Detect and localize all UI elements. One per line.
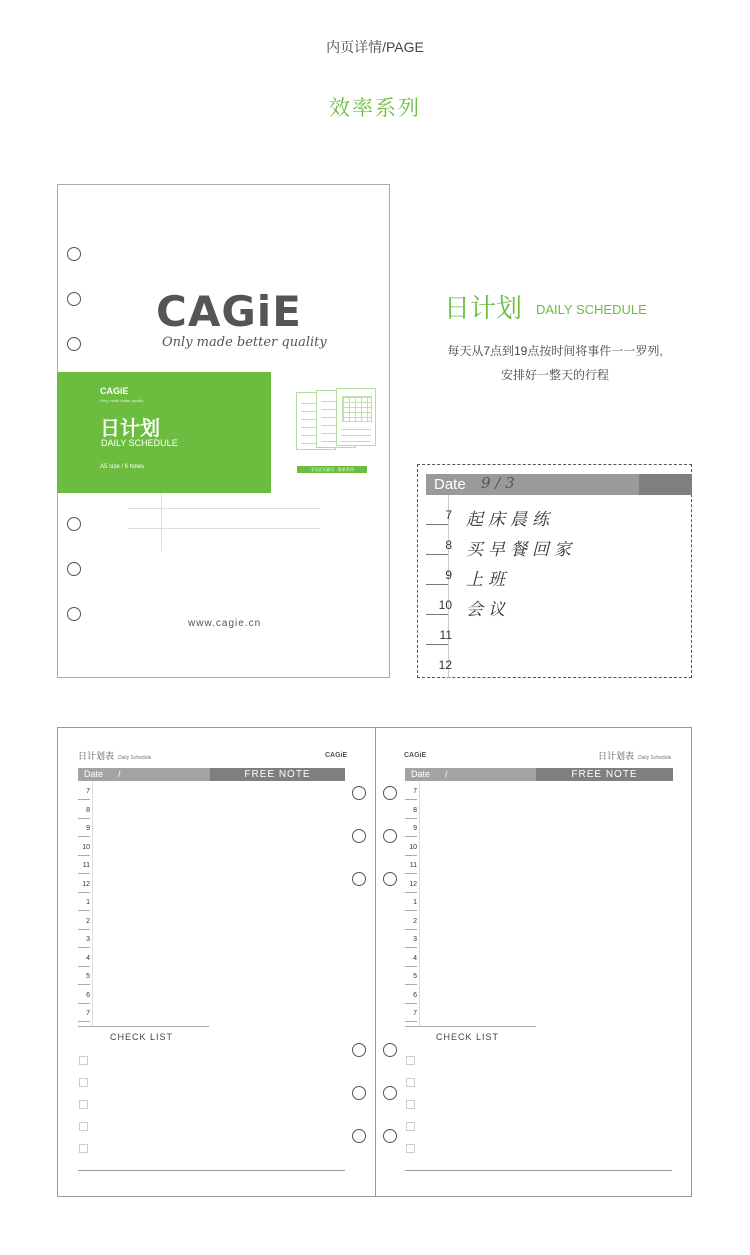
hour-tick xyxy=(78,966,90,967)
hour-label: 2 xyxy=(86,917,90,925)
hour-tick xyxy=(78,1003,90,1004)
checkbox[interactable] xyxy=(406,1122,415,1131)
hour-tick xyxy=(405,873,417,874)
hour-label: 4 xyxy=(86,954,90,962)
hour-tick xyxy=(78,910,90,911)
handwritten-entry: 买早餐回家 xyxy=(466,540,576,560)
cover-card xyxy=(57,184,390,678)
section-title: 效率系列 xyxy=(329,97,421,120)
hour-label: 1 xyxy=(86,899,90,906)
date-bar-end xyxy=(639,474,692,495)
hour-tick xyxy=(78,873,90,874)
hour-label: 11 xyxy=(439,628,452,642)
page-logo: CAGiE xyxy=(404,752,427,759)
hour-label: 10 xyxy=(438,598,452,612)
hour-tick xyxy=(78,984,90,985)
hour-tick xyxy=(78,818,90,819)
hour-label: 7 xyxy=(86,788,90,795)
binder-hole xyxy=(383,1043,397,1057)
hour-tick xyxy=(405,1021,417,1022)
brand-logo: CAGiE xyxy=(156,287,302,336)
band-size: A5 size / 6 holes xyxy=(100,464,145,470)
hour-label: 7 xyxy=(413,1010,417,1017)
hour-label: 8 xyxy=(413,806,417,814)
binder-hole xyxy=(352,872,366,886)
hour-tick xyxy=(405,929,417,930)
hour-label: 9 xyxy=(413,825,417,832)
hour-tick xyxy=(405,984,417,985)
binder-hole xyxy=(383,1129,397,1143)
date-label: Date / xyxy=(84,769,121,779)
right-page xyxy=(376,728,693,1196)
band-slogan: Only made better quality xyxy=(100,398,144,403)
checkbox[interactable] xyxy=(79,1144,88,1153)
hour-tick xyxy=(405,910,417,911)
binder-hole xyxy=(352,1129,366,1143)
hour-label: 5 xyxy=(413,973,417,980)
hour-tick xyxy=(405,836,417,837)
hour-tick xyxy=(405,799,417,800)
hour-tick xyxy=(405,892,417,893)
left-page xyxy=(58,728,375,1196)
hour-tick xyxy=(78,799,90,800)
hour-label: 1 xyxy=(413,899,417,906)
hour-label: 10 xyxy=(82,843,90,851)
handwritten-entry: 会议 xyxy=(466,600,510,620)
handwritten-entry: 上班 xyxy=(466,570,510,590)
binder-hole xyxy=(352,829,366,843)
binder-hole xyxy=(383,1086,397,1100)
hour-tick xyxy=(405,947,417,948)
hour-label: 11 xyxy=(409,862,417,869)
band-title-zh: 日计划 xyxy=(100,418,160,440)
hour-label: 12 xyxy=(82,880,90,888)
hour-label: 8 xyxy=(445,538,452,552)
binder-hole xyxy=(352,1086,366,1100)
date-value: 9 / 3 xyxy=(481,474,515,492)
checkbox[interactable] xyxy=(406,1078,415,1087)
hour-label: 10 xyxy=(409,843,417,851)
page-logo: CAGiE xyxy=(325,752,348,759)
section-label: 内页详情/PAGE xyxy=(326,39,424,55)
hour-label: 9 xyxy=(445,568,452,582)
binder-hole xyxy=(67,292,81,306)
checkbox[interactable] xyxy=(406,1100,415,1109)
feature-desc-line1: 每天从7点到19点按时间将事件一一罗列, xyxy=(447,344,663,358)
mini-sheet-tag: 半页活页插页 · 简单系列 xyxy=(297,466,367,473)
date-label: Date xyxy=(434,476,466,493)
hour-label: 6 xyxy=(413,991,417,999)
hour-label: 7 xyxy=(413,788,417,795)
check-list-label: CHECK LIST xyxy=(110,1032,174,1042)
band-title-en: DAILY SCHEDULE xyxy=(101,438,178,448)
binder-hole xyxy=(67,247,81,261)
hour-label: 2 xyxy=(413,917,417,925)
hour-label: 5 xyxy=(86,973,90,980)
cover-band xyxy=(57,372,271,493)
mini-sheet-preview xyxy=(336,388,376,446)
checkbox[interactable] xyxy=(79,1122,88,1131)
hour-tick xyxy=(78,836,90,837)
hour-label: 8 xyxy=(86,806,90,814)
handwritten-entry: 起床晨练 xyxy=(466,510,554,530)
check-list-label: CHECK LIST xyxy=(436,1032,500,1042)
hour-tick xyxy=(78,892,90,893)
feature-desc-line2: 安排好一整天的行程 xyxy=(500,368,609,382)
band-logo: CAGiE xyxy=(100,386,129,396)
binder-hole xyxy=(383,872,397,886)
page-title: 日计划表 Daily Schedule xyxy=(78,751,152,761)
hour-tick xyxy=(78,1021,90,1022)
hour-tick xyxy=(405,818,417,819)
feature-title-en: DAILY SCHEDULE xyxy=(536,302,647,317)
hour-tick xyxy=(405,966,417,967)
hour-label: 4 xyxy=(413,954,417,962)
hour-label: 12 xyxy=(409,880,417,888)
binder-hole xyxy=(67,607,81,621)
brand-slogan: Only made better quality xyxy=(162,335,327,350)
free-note-header: FREE NOTE xyxy=(210,768,345,781)
binder-hole xyxy=(352,1043,366,1057)
free-note-header: FREE NOTE xyxy=(536,768,673,781)
hour-tick xyxy=(78,929,90,930)
hour-tick xyxy=(78,855,90,856)
hour-tick xyxy=(405,1003,417,1004)
zoom-sample xyxy=(417,464,692,678)
hour-label: 12 xyxy=(438,658,452,672)
checkbox[interactable] xyxy=(79,1078,88,1087)
feature-title-zh: 日计划 xyxy=(444,293,523,323)
brand-url: www.cagie.cn xyxy=(188,618,262,629)
binder-hole xyxy=(67,517,81,531)
checkbox[interactable] xyxy=(79,1100,88,1109)
hour-label: 3 xyxy=(413,936,417,943)
page-spread xyxy=(57,727,692,1197)
hour-label: 7 xyxy=(445,508,452,522)
hour-label: 7 xyxy=(86,1010,90,1017)
binder-hole xyxy=(67,562,81,576)
checkbox[interactable] xyxy=(79,1056,88,1065)
binder-hole xyxy=(383,786,397,800)
hour-tick xyxy=(78,947,90,948)
hour-tick xyxy=(405,855,417,856)
page-title: 日计划表 Daily Schedule xyxy=(598,751,672,761)
hour-label: 6 xyxy=(86,991,90,999)
binder-hole xyxy=(352,786,366,800)
hour-label: 11 xyxy=(82,862,90,869)
hour-label: 9 xyxy=(86,825,90,832)
hour-label: 3 xyxy=(86,936,90,943)
binder-hole xyxy=(67,337,81,351)
checkbox[interactable] xyxy=(406,1144,415,1153)
checkbox[interactable] xyxy=(406,1056,415,1065)
binder-hole xyxy=(383,829,397,843)
date-label: Date / xyxy=(411,769,448,779)
